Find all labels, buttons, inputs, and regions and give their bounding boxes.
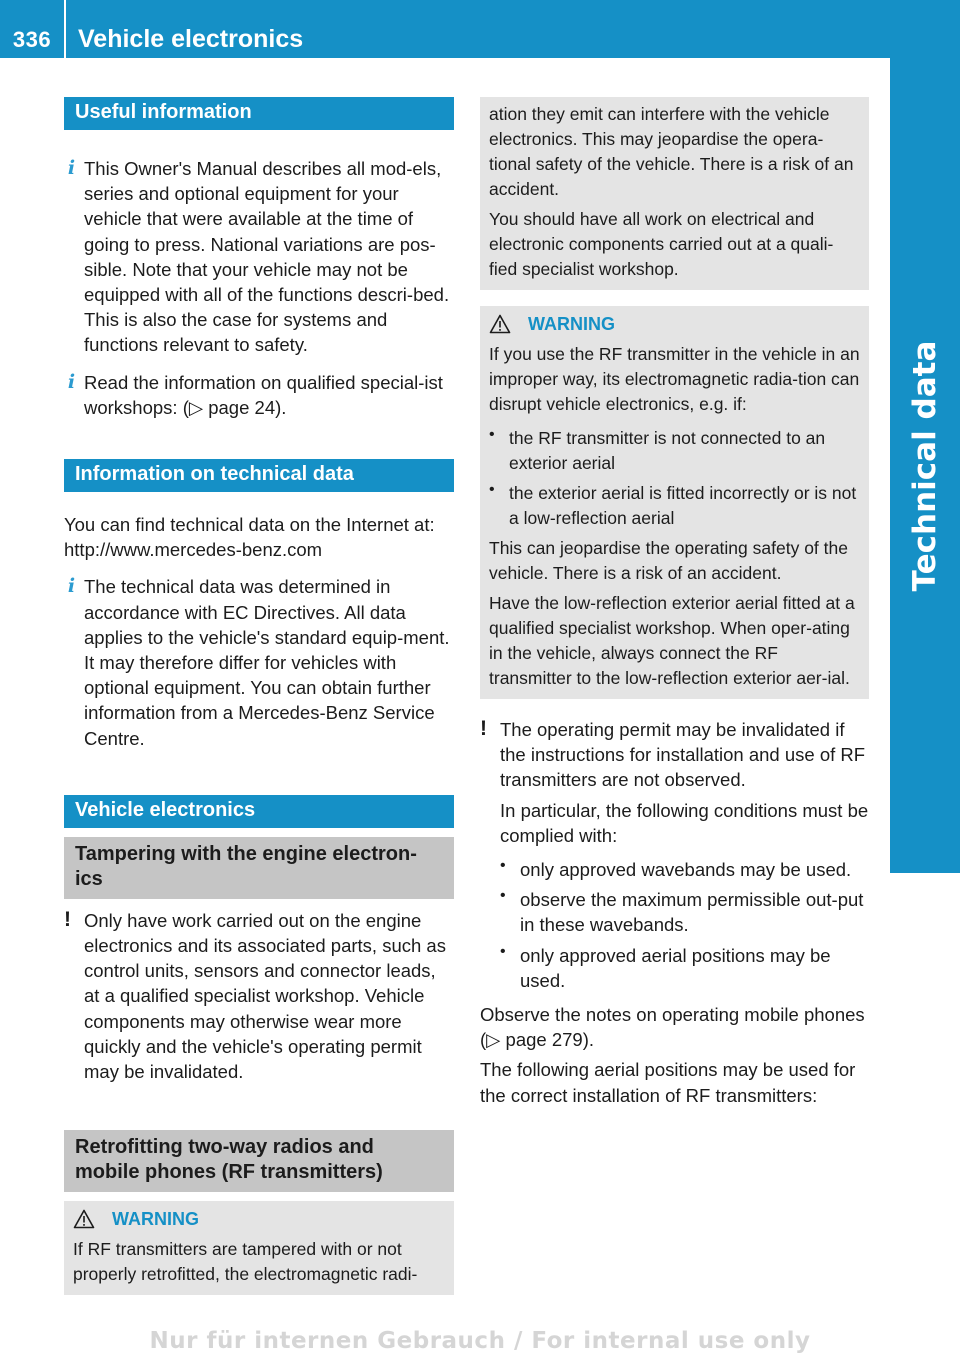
body-paragraph: Observe the notes on operating mobile phones (▷ page 279).: [480, 1004, 865, 1051]
warning-text: If you use the RF transmitter in the vehicle in an improper way, its electromagnetic radia-tion can disrupt vehicle electronics, e.g. if:: [489, 344, 860, 414]
warning-box-continued: [480, 97, 869, 290]
warning-title: [489, 312, 860, 336]
bullet-mark: •: [500, 857, 506, 875]
list-item-text: the RF transmitter is not connected to an exterior aerial: [509, 428, 826, 473]
list-item-text: the exterior aerial is fitted incorrectly or is not a low-reflection aerial: [509, 483, 857, 528]
note-text: In particular, the following conditions must be complied with:: [500, 799, 869, 846]
info-note: [64, 156, 454, 358]
note-text: The operating permit may be invalidated if the instructions for installation and use of RF transmitters are not observed.: [500, 719, 866, 791]
page-header: [0, 0, 960, 58]
warning-text: This can jeopardise the operating safety of the vehicle. There is a risk of an accident.: [489, 538, 848, 583]
warning-text: If RF transmitters are tampered with or not properly retrofitted, the electromagnetic radi-: [73, 1239, 418, 1285]
body-paragraph: The following aerial positions may be used for the correct installation of RF transmitters:: [480, 1059, 856, 1106]
internal-use-footer: Nur für internen Gebrauch / For internal use only: [149, 1328, 811, 1354]
left-column: [64, 97, 454, 1295]
right-column: [480, 97, 869, 1108]
bullet-mark: •: [489, 426, 495, 443]
warning-text: ation they emit can interfere with the vehicle electronics. This may jeopardise the opera-tional safety of the vehicle. There is a risk of an accident.: [489, 104, 854, 199]
exclamation-icon: !: [480, 717, 487, 740]
caution-note: [480, 717, 869, 993]
heading-useful-information: Useful information: [64, 97, 454, 130]
list-item: [500, 887, 869, 937]
list-item: [489, 481, 860, 531]
note-text: Only have work carried out on the engine electronics and its associated parts, such as control units, sensors and connector leads, at a qualified specialist workshop. Vehicle components may otherwise wear more quickly and the vehicle's operating permit may be invalidated.: [84, 909, 446, 1083]
warning-triangle-icon: [489, 314, 511, 334]
info-note: [64, 574, 454, 750]
info-icon: i: [67, 575, 76, 598]
heading-technical-data: Information on technical data: [64, 459, 454, 492]
list-item: [489, 426, 860, 476]
warning-triangle-icon: [73, 1209, 95, 1229]
heading-tampering: Tampering with the engine electron-ics: [64, 837, 454, 899]
warning-box: [480, 306, 869, 699]
chapter-tab: [890, 58, 960, 873]
header-title: Vehicle electronics: [78, 25, 304, 53]
warning-label: WARNING: [528, 314, 615, 334]
warning-label: WARNING: [112, 1209, 199, 1230]
list-item-text: only approved wavebands may be used.: [520, 859, 852, 881]
heading-retrofitting: Retrofitting two-way radios and mobile phones (RF transmitters): [64, 1130, 454, 1192]
heading-vehicle-electronics: Vehicle electronics: [64, 795, 454, 828]
header-divider: [64, 0, 66, 58]
warning-text: You should have all work on electrical and electronic components carried out at a quali-fied specialist workshop.: [489, 209, 834, 279]
list-item-text: observe the maximum permissible out-put in these wavebands.: [520, 889, 864, 936]
bullet-mark: •: [500, 942, 506, 960]
warning-title: [73, 1207, 445, 1231]
warning-text: Have the low-reflection exterior aerial fitted at a qualified specialist workshop. When oper-ating in the vehicle, always connect the RF transmitter to the low-reflection exterior aer-ial.: [489, 593, 855, 688]
list-item: [500, 857, 869, 882]
chapter-tab-label: Technical data: [907, 340, 943, 591]
info-note: [64, 370, 454, 420]
list-item: [500, 943, 869, 993]
bullet-mark: •: [500, 887, 506, 905]
caution-note: [64, 908, 454, 1084]
note-text: Read the information on qualified special-ist workshops: (▷ page 24).: [84, 371, 443, 418]
list-item-text: only approved aerial positions may be used.: [520, 944, 831, 991]
exclamation-icon: !: [64, 907, 71, 931]
warning-box: [64, 1201, 454, 1295]
note-text: This Owner's Manual describes all mod-els, series and optional equipment for your vehicle that were available at the time of going to press. National variations are pos-sible. Note that your vehicle may not be equipped with all of the functions descri-bed. This is also the case for systems and functions relevant to safety.: [84, 158, 450, 356]
tech-paragraph: You can find technical data on the Internet at: http://www.mercedes-benz.com: [64, 514, 435, 561]
info-icon: i: [67, 370, 76, 393]
bullet-mark: •: [489, 481, 495, 498]
info-icon: i: [67, 157, 76, 179]
page-number: 336: [12, 27, 52, 52]
note-text: The technical data was determined in accordance with EC Directives. All data applies to the vehicle's standard equip-ment. It may therefore differ for vehicles with optional equipment. You can obtain further information from a Mercedes-Benz Service Centre.: [84, 576, 450, 749]
